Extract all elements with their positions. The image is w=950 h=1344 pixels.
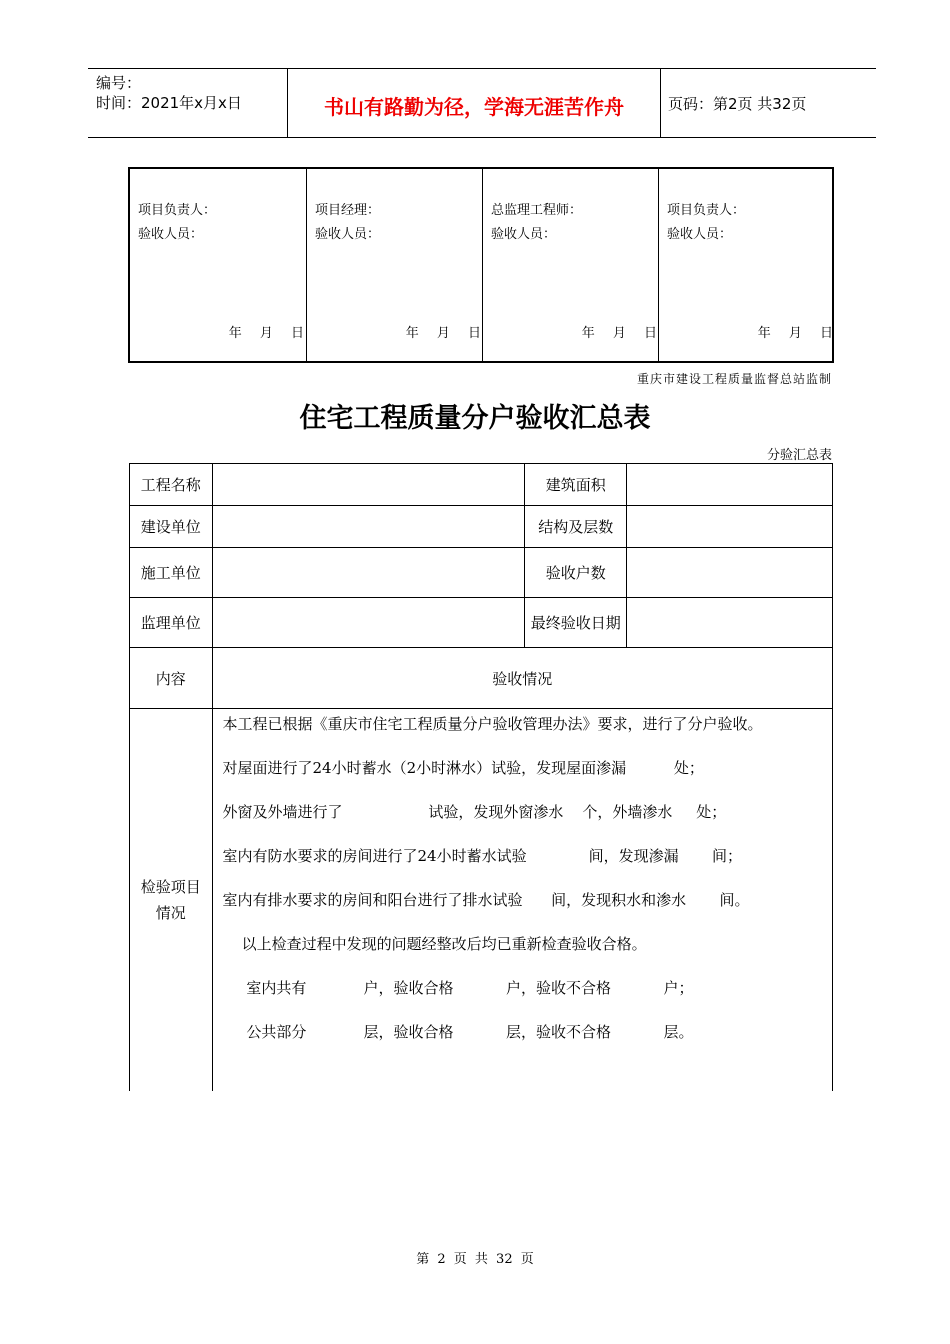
signature-role: 项目经理： [315,203,381,218]
field-label: 施工单位 [130,548,213,598]
inspection-line: 公共部分 层，验收合格 层，验收不合格 层。 [222,1023,694,1041]
signature-date: 年 月 日 [405,326,481,341]
building-area-field[interactable] [627,464,833,506]
signature-date: 年 月 日 [228,326,304,341]
page-title: 住宅工程质量分户验收汇总表 [299,403,651,434]
signature-column [483,169,659,361]
field-label: 最终验收日期 [525,598,627,648]
table-row [130,506,833,548]
table-row [130,598,833,648]
inspection-label-line: 情况 [155,903,186,922]
form-subtitle: 分验汇总表 [766,448,832,463]
inspection-line: 室内有防水要求的房间进行了24小时蓄水试验 间，发现渗漏 间； [222,847,742,865]
structure-floors-field[interactable] [627,506,833,548]
table-row [130,464,833,506]
final-date-field[interactable] [627,598,833,648]
table-row [130,648,833,709]
inspection-line: 以上检查过程中发现的问题经整改后均已重新检查验收合格。 [222,935,647,953]
summary-table [129,463,833,1091]
inspection-line: 外窗及外墙进行了 试验，发现外窗渗水 个，外墙渗水 处； [222,803,727,821]
builder-unit-field[interactable] [212,548,525,598]
table-row [130,709,833,1091]
inspected-households-field[interactable] [627,548,833,598]
signature-role: 项目负责人： [667,203,746,218]
signature-column [307,169,483,361]
project-name-field[interactable] [212,464,525,506]
signature-column [659,169,835,361]
page-footer: 第 2 页 共 32 页 [416,1252,534,1267]
header-motto: 书山有路勤为径，学海无涯苦作舟 [324,95,624,119]
signature-column [130,169,306,361]
table-row [130,548,833,598]
inspection-line: 室内有排水要求的房间和阳台进行了排水试验 间，发现积水和渗水 间。 [222,891,750,909]
content-header: 内容 [130,648,213,709]
inspection-line: 本工程已根据《重庆市住宅工程质量分户验收管理办法》要求，进行了分户验收。 [222,715,763,733]
signature-role: 项目负责人： [138,203,217,218]
signature-inspector: 验收人员： [138,227,204,242]
signature-date: 年 月 日 [581,326,657,341]
signature-inspector: 验收人员： [491,227,557,242]
header-time: 时间：2021年x月x日 [96,94,242,112]
field-label: 工程名称 [130,464,213,506]
header-number: 编号： [96,74,142,92]
supervision-unit-field[interactable] [212,598,525,648]
result-header: 验收情况 [212,648,833,709]
field-label: 结构及层数 [525,506,627,548]
signature-inspector: 验收人员： [667,227,733,242]
field-label: 验收户数 [525,548,627,598]
construction-unit-field[interactable] [212,506,525,548]
inspection-content[interactable] [212,709,833,1091]
signature-inspector: 验收人员： [315,227,381,242]
page-header [88,68,876,138]
inspection-line: 室内共有 户，验收合格 户，验收不合格 户； [222,979,694,997]
field-label: 建筑面积 [525,464,627,506]
signature-date: 年 月 日 [757,326,833,341]
inspection-label [130,709,213,1091]
header-divider [660,69,661,137]
header-page-number: 页码：第2页 共32页 [668,95,807,113]
inspection-line: 对屋面进行了24小时蓄水（2小时淋水）试验，发现屋面渗漏 处； [222,759,704,777]
inspection-label-line: 检验项目 [140,877,201,896]
signature-box [128,167,834,363]
org-note: 重庆市建设工程质量监督总站监制 [636,372,832,386]
header-meta [96,73,242,113]
field-label: 建设单位 [130,506,213,548]
signature-role: 总监理工程师： [491,203,583,218]
field-label: 监理单位 [130,598,213,648]
